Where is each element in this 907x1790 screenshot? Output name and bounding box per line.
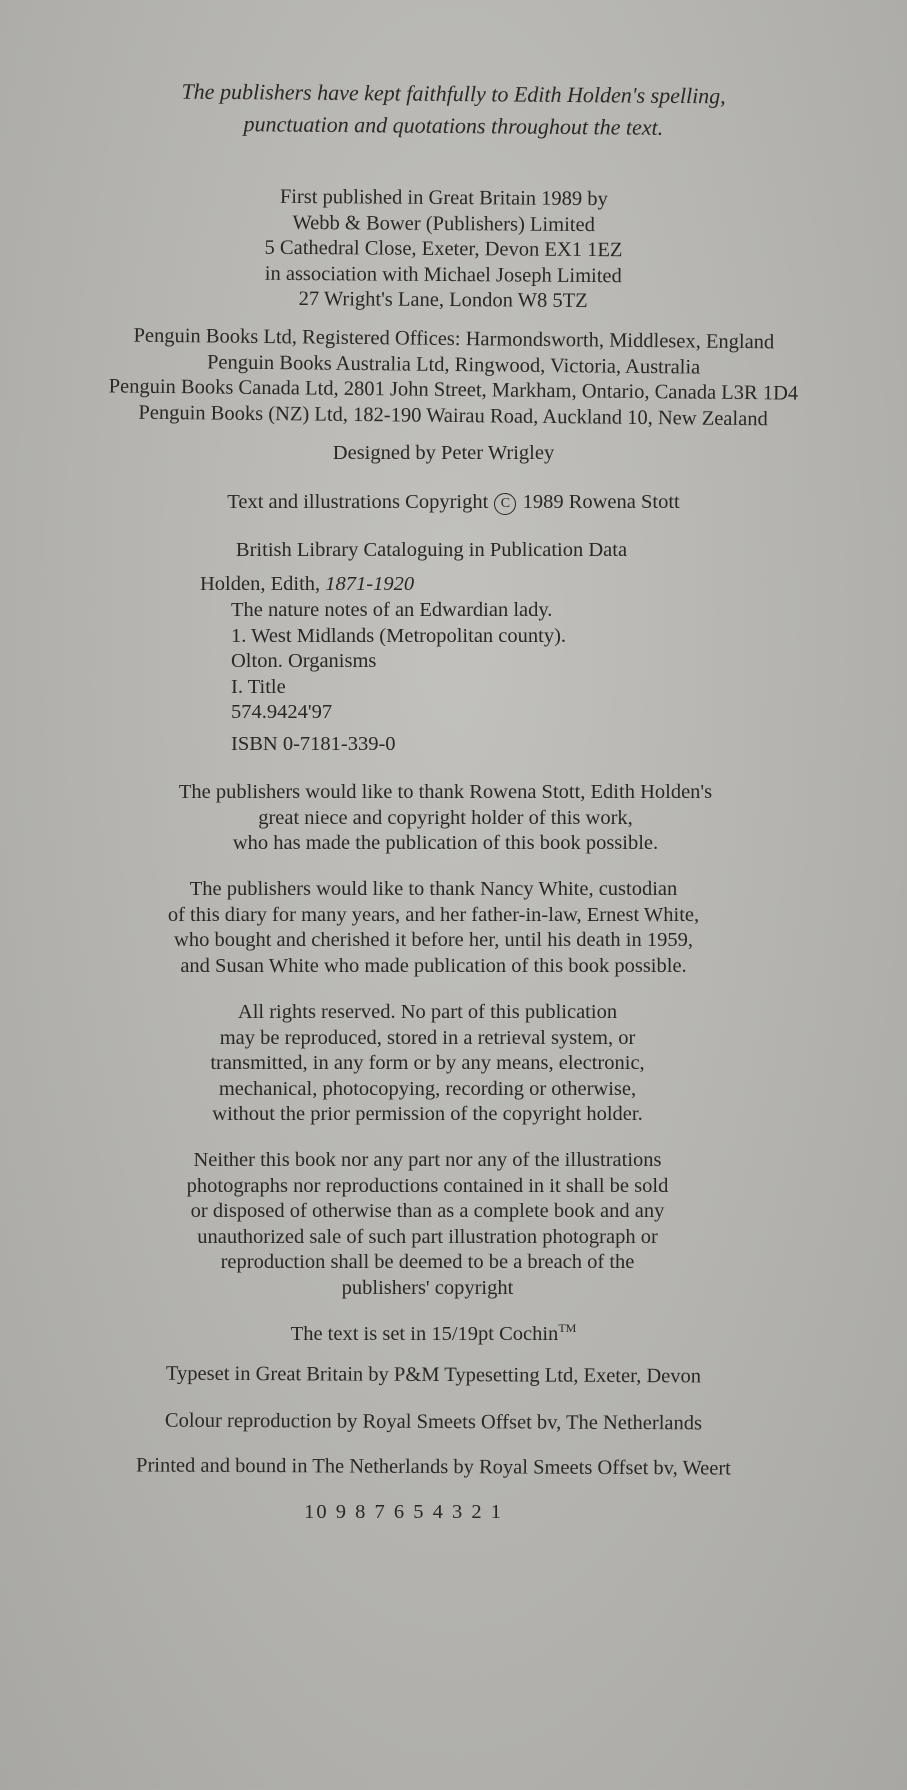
thanks-nancy-line: The publishers would like to thank Nancy White, custodian bbox=[189, 878, 678, 900]
rights-reserved-block bbox=[0, 1000, 881, 1128]
typeset-line bbox=[0, 1361, 887, 1391]
penguin-office-line: Penguin Books (NZ) Ltd, 182-190 Wairau Road, Auckland 10, New Zealand bbox=[138, 401, 768, 430]
penguin-office-line: Penguin Books Australia Ltd, Ringwood, Victoria, Australia bbox=[206, 350, 701, 379]
first-published-line: First published in Great Britain 1989 by bbox=[279, 185, 608, 211]
typeset-text: Typeset in Great Britain by P&M Typesetting Ltd, Exeter, Devon bbox=[165, 1362, 702, 1388]
cataloguing-author-name: Holden, Edith, bbox=[200, 573, 321, 595]
thanks-nancy-line: and Susan White who made publication of this book possible. bbox=[180, 954, 687, 977]
cataloguing-author-dates: 1871-1920 bbox=[325, 573, 415, 595]
first-published-line: in association with Michael Joseph Limited bbox=[264, 262, 622, 287]
penguin-office-line: Penguin Books Ltd, Registered Offices: Harmondsworth, Middlesex, England bbox=[133, 324, 775, 354]
typeface-label: The text is set in 15/19pt Cochin bbox=[290, 1322, 559, 1345]
isbn-text: ISBN 0-7181-339-0 bbox=[231, 733, 396, 755]
thanks-rowena-line: who has made the publication of this book possible. bbox=[232, 832, 659, 854]
rights-line: mechanical, photocopying, recording or otherwise, bbox=[218, 1077, 637, 1100]
spelling-note bbox=[0, 74, 907, 146]
colour-line bbox=[0, 1408, 887, 1438]
print-number-text: 10 9 8 7 6 5 4 3 2 1 bbox=[304, 1501, 503, 1523]
spelling-note-line: punctuation and quotations throughout the text. bbox=[243, 111, 664, 140]
isbn bbox=[231, 732, 396, 758]
penguin-offices-block bbox=[0, 322, 907, 433]
print-number-line bbox=[0, 1500, 857, 1526]
first-published-line: 27 Wright's Lane, London W8 5TZ bbox=[298, 287, 588, 313]
first-published-line: 5 Cathedral Close, Exeter, Devon EX1 1EZ bbox=[264, 236, 623, 262]
typeface-line bbox=[0, 1316, 887, 1347]
rights-line: may be reproduced, stored in a retrieval system, or bbox=[219, 1026, 636, 1049]
rights-line: transmitted, in any form or by any means, electronic, bbox=[210, 1052, 645, 1074]
colour-text: Colour reproduction by Royal Smeets Offset bv, The Netherlands bbox=[164, 1409, 703, 1435]
copyright-line bbox=[0, 490, 907, 516]
spelling-note-line: The publishers have kept faithfully to Edith Holden's spelling, bbox=[181, 78, 726, 109]
breach-notice-block bbox=[0, 1148, 881, 1301]
trademark-mark: TM bbox=[558, 1321, 577, 1335]
thanks-nancy-line: of this diary for many years, and her father-in-law, Ernest White, bbox=[167, 903, 700, 926]
rights-line: without the prior permission of the copyright holder. bbox=[212, 1103, 643, 1125]
typeface-text bbox=[0, 1316, 887, 1347]
copyright-after: 1989 Rowena Stott bbox=[522, 491, 680, 513]
copyright-symbol: C bbox=[494, 493, 516, 515]
thanks-nancy-block bbox=[0, 877, 887, 979]
cataloguing-heading-text: British Library Cataloguing in Publication Data bbox=[235, 539, 628, 561]
copyright-before: Text and illustrations Copyright bbox=[227, 491, 489, 513]
first-published-block bbox=[0, 183, 897, 317]
breach-line: unauthorized sale of such part illustration photograph or bbox=[197, 1225, 658, 1248]
cataloguing-heading bbox=[0, 538, 885, 564]
thanks-rowena-line: The publishers would like to thank Rowena Stott, Edith Holden's bbox=[178, 781, 713, 803]
cataloguing-line: The nature notes of an Edwardian lady. bbox=[231, 599, 553, 621]
breach-line: photographs nor reproductions contained in it shall be sold bbox=[186, 1174, 669, 1197]
cataloguing-entry bbox=[231, 598, 566, 726]
breach-line: or disposed of otherwise than as a complete book and any bbox=[190, 1200, 665, 1222]
first-published-line: Webb & Bower (Publishers) Limited bbox=[292, 211, 595, 236]
thanks-nancy-line: who bought and cherished it before her, until his death in 1959, bbox=[174, 929, 693, 951]
designed-by bbox=[0, 441, 897, 467]
printed-text: Printed and bound in The Netherlands by Royal Smeets Offset bv, Weert bbox=[136, 1454, 731, 1480]
designed-by-text: Designed by Peter Wrigley bbox=[332, 442, 555, 464]
breach-line: Neither this book nor any part nor any of the illustrations bbox=[193, 1149, 662, 1171]
breach-line: reproduction shall be deemed to be a breach of the bbox=[220, 1251, 635, 1273]
breach-line: publishers' copyright bbox=[341, 1276, 514, 1299]
penguin-office-line: Penguin Books Canada Ltd, 2801 John Street, Markham, Ontario, Canada L3R 1D4 bbox=[108, 375, 799, 405]
cataloguing-line: 1. West Midlands (Metropolitan county). bbox=[231, 624, 567, 647]
thanks-rowena-block bbox=[0, 780, 899, 857]
cataloguing-line: Olton. Organisms bbox=[231, 650, 377, 673]
thanks-rowena-line: great niece and copyright holder of this work, bbox=[258, 806, 633, 829]
cataloguing-line: I. Title bbox=[231, 675, 286, 698]
copyright-text bbox=[0, 490, 907, 516]
printed-line bbox=[0, 1453, 887, 1483]
cataloguing-line: 574.9424'97 bbox=[231, 701, 333, 724]
cataloguing-author bbox=[200, 572, 414, 598]
rights-line: All rights reserved. No part of this publication bbox=[237, 1001, 618, 1023]
